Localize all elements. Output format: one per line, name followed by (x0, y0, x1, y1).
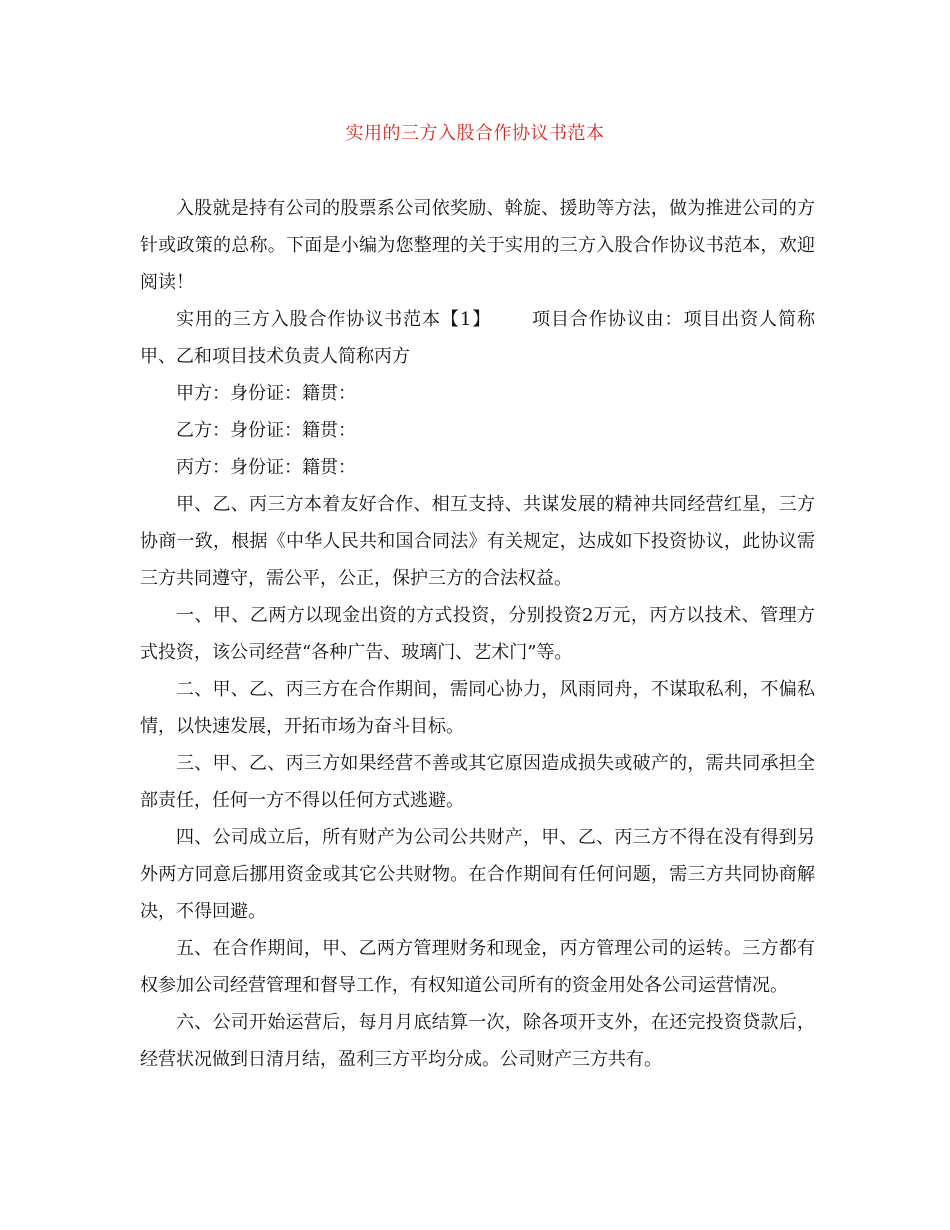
clause-5: 五、在合作期间，甲、乙两方管理财务和现金，丙方管理公司的运转。三方都有权参加公司经营管理和督导工作，有权知道公司所有的资金用处各公司运营情况。 (140, 938, 815, 996)
project-agreement-intro: 项目合作协议由：项目出资人简称甲、乙和项目技术负责人简称丙方 (140, 309, 816, 367)
preamble-paragraph: 甲、乙、丙三方本着友好合作、相互支持、共谋发展的精神共同经营红星，三方协商一致，根据《中华人民共和国合同法》有关规定，达成如下投资协议，此协议需三方共同遵守，需公平，公正，保护三方的合法权益。 (140, 494, 815, 589)
party-a-line: 甲方：身份证：籍贯： (176, 383, 356, 404)
clause-1: 一、甲、乙两方以现金出资的方式投资，分别投资2万元，丙方以技术、管理方式投资，该公司经营“各种广告、玻璃门、艺术门”等。 (140, 605, 815, 663)
document-body (140, 190, 815, 1078)
clause-2: 二、甲、乙、丙三方在合作期间，需同心协力，风雨同舟，不谋取私利，不偏私情，以快速发展，开拓市场为奋斗目标。 (140, 679, 815, 737)
party-b-line: 乙方：身份证：籍贯： (176, 420, 356, 441)
party-c-line: 丙方：身份证：籍贯： (176, 457, 356, 478)
clause-3: 三、甲、乙、丙三方如果经营不善或其它原因造成损失或破产的，需共同承担全部责任，任何一方不得以任何方式逃避。 (140, 753, 815, 811)
section-heading-paragraph (140, 301, 815, 375)
clause-4: 四、公司成立后，所有财产为公司公共财产，甲、乙、丙三方不得在没有得到另外两方同意后挪用资金或其它公共财物。在合作期间有任何问题，需三方共同协商解决，不得回避。 (140, 827, 815, 922)
document-title: 实用的三方入股合作协议书范本 (345, 123, 605, 144)
clause-6: 六、公司开始运营后，每月月底结算一次，除各项开支外，在还完投资贷款后，经营状况做到日清月结，盈利三方平均分成。公司财产三方共有。 (140, 1012, 815, 1070)
intro-paragraph: 入股就是持有公司的股票系公司依奖励、斡旋、援助等方法，做为推进公司的方针或政策的总称。下面是小编为您整理的关于实用的三方入股合作协议书范本，欢迎阅读！ (140, 198, 815, 293)
section-heading: 实用的三方入股合作协议书范本【1】 (176, 309, 492, 330)
